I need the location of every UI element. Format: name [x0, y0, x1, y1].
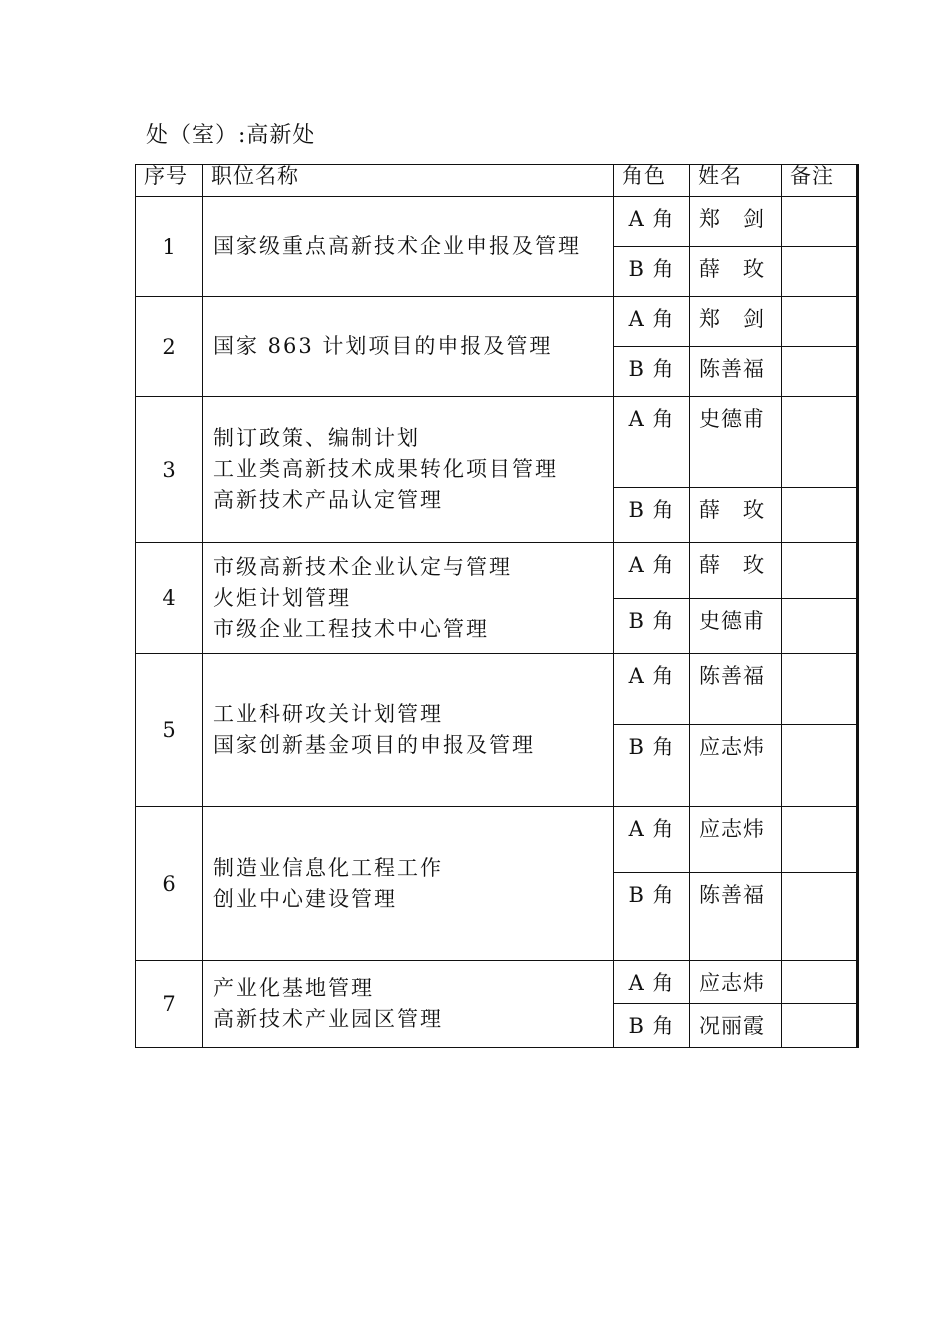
position-title: 国家创新基金项目的申报及管理 [213, 733, 535, 757]
name-a: 郑 剑 [690, 297, 782, 347]
note-a [782, 807, 858, 873]
position-title: 工业类高新技术成果转化项目管理 [213, 457, 558, 481]
name-b: 陈善福 [690, 873, 782, 961]
note-b [782, 247, 858, 297]
name-a: 应志炜 [690, 961, 782, 1004]
position-title: 市级高新技术企业认定与管理 [213, 554, 512, 579]
position-title: 创业中心建设管理 [213, 886, 397, 911]
position-title: 国家级重点高新技术企业申报及管理 [213, 234, 581, 258]
name-b: 况丽霞 [690, 1004, 782, 1048]
position-title: 工业科研攻关计划管理 [213, 702, 443, 726]
table-row [136, 543, 858, 599]
note-a [782, 297, 858, 347]
table-row [136, 961, 858, 1004]
role-a: A 角 [614, 807, 690, 873]
department-label: 处（室）: [146, 123, 247, 148]
role-b: B 角 [614, 488, 690, 543]
table-header-row [136, 165, 858, 197]
header-title: 职位名称 [203, 165, 614, 197]
header-role: 角色 [614, 165, 690, 197]
name-b: 薛 玫 [690, 488, 782, 543]
name-a: 应志炜 [690, 807, 782, 873]
row-position-titles [203, 197, 614, 297]
role-b: B 角 [614, 599, 690, 654]
name-b: 史德甫 [690, 599, 782, 654]
row-position-titles [203, 961, 614, 1048]
note-b [782, 1004, 858, 1048]
header-seq: 序号 [136, 165, 203, 197]
name-a: 陈善福 [690, 654, 782, 725]
name-b: 陈善福 [690, 347, 782, 397]
name-b: 应志炜 [690, 725, 782, 807]
role-a: A 角 [614, 297, 690, 347]
row-position-titles [203, 807, 614, 961]
note-a [782, 961, 858, 1004]
position-title: 高新技术产业园区管理 [213, 1007, 443, 1031]
role-b: B 角 [614, 725, 690, 807]
note-a [782, 397, 858, 488]
row-position-titles [203, 397, 614, 543]
role-a: A 角 [614, 654, 690, 725]
row-seq: 3 [136, 397, 203, 543]
note-a [782, 654, 858, 725]
table-row [136, 297, 858, 347]
row-seq: 6 [136, 807, 203, 961]
note-a [782, 197, 858, 247]
name-b: 薛 玫 [690, 247, 782, 297]
name-a: 薛 玫 [690, 543, 782, 599]
row-position-titles [203, 543, 614, 654]
table-body [136, 197, 858, 1048]
position-title: 市级企业工程技术中心管理 [213, 616, 489, 641]
table-row [136, 397, 858, 488]
department-value: 高新处 [246, 123, 316, 148]
row-position-titles [203, 297, 614, 397]
table-row [136, 654, 858, 725]
position-title: 国家 863 计划项目的申报及管理 [213, 334, 553, 358]
role-b: B 角 [614, 247, 690, 297]
role-a: A 角 [614, 397, 690, 488]
department-heading [146, 118, 315, 149]
role-b: B 角 [614, 1004, 690, 1048]
role-a: A 角 [614, 197, 690, 247]
table-row [136, 197, 858, 247]
name-a: 郑 剑 [690, 197, 782, 247]
role-a: A 角 [614, 543, 690, 599]
note-a [782, 543, 858, 599]
note-b [782, 873, 858, 961]
name-a: 史德甫 [690, 397, 782, 488]
note-b [782, 725, 858, 807]
row-seq: 7 [136, 961, 203, 1048]
row-seq: 5 [136, 654, 203, 807]
header-name: 姓名 [690, 165, 782, 197]
role-b: B 角 [614, 873, 690, 961]
note-b [782, 347, 858, 397]
position-title: 火炬计划管理 [213, 585, 351, 610]
table-row [136, 807, 858, 873]
row-seq: 1 [136, 197, 203, 297]
position-title: 制造业信息化工程工作 [213, 855, 443, 880]
note-b [782, 599, 858, 654]
role-a: A 角 [614, 961, 690, 1004]
row-seq: 4 [136, 543, 203, 654]
position-title: 产业化基地管理 [213, 976, 374, 1000]
position-title: 制订政策、编制计划 [213, 426, 420, 450]
position-table [135, 164, 859, 1048]
row-seq: 2 [136, 297, 203, 397]
row-position-titles [203, 654, 614, 807]
role-b: B 角 [614, 347, 690, 397]
header-note: 备注 [782, 165, 858, 197]
position-title: 高新技术产品认定管理 [213, 488, 443, 512]
note-b [782, 488, 858, 543]
